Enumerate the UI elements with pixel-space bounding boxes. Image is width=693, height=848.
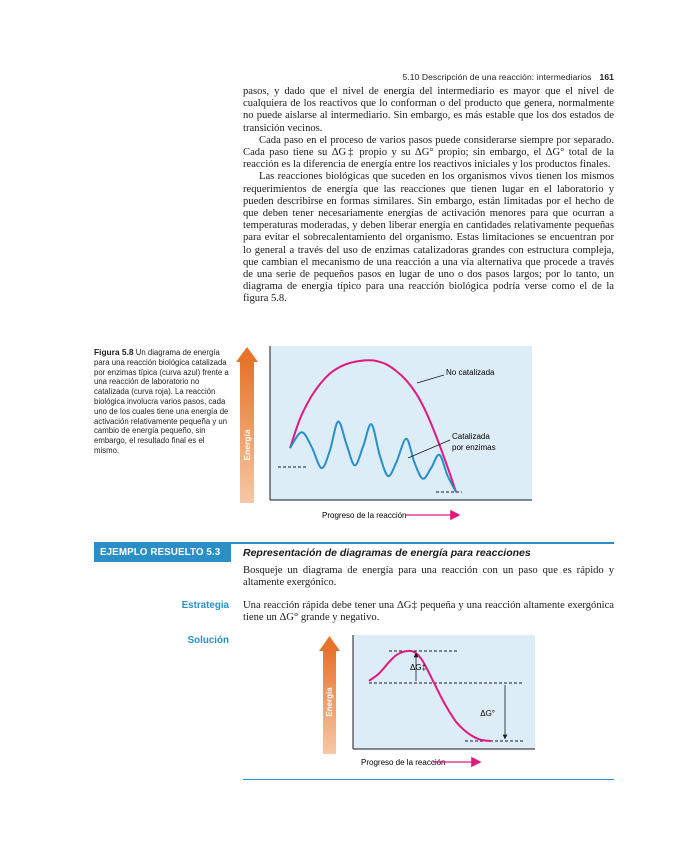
figure-label: Figura 5.8 xyxy=(94,347,134,357)
energy-axis-arrowhead xyxy=(319,636,340,651)
solution-label: Solución xyxy=(187,635,229,646)
worked-example-tag: EJEMPLO RESUELTO 5.3 xyxy=(94,544,231,562)
energy-axis-label: Energía xyxy=(325,687,334,717)
worked-example-title: Representación de diagramas de energía para reacciones xyxy=(243,547,531,559)
worked-example-prompt: Bosqueje un diagrama de energía para una reacción con un paso que es rápido y altamente exergónico. xyxy=(243,565,614,589)
paragraph-1: pasos, y dado que el nivel de energía del intermediario es mayor que el nivel de cualquiera de los reactivos que lo conforman o del producto que genera, normalmente no puede aislarse al intermediario. Sin embargo, es más estable que los dos estados de transición vecinos. xyxy=(243,86,614,134)
figure-caption-text: Un diagrama de energía para una reacción biológica catalizada por enzimas típica (curva azul) frente a una reacción de laboratorio no catalizada (curva roja). La reacción biológica involucra varios pasos, cada uno de los cuales tiene una energía de activación relativamente pequeña y un cambio de energía pequeño, sin embargo, el resultado final es el mismo. xyxy=(94,348,229,455)
plot-area xyxy=(353,635,535,749)
free-energy-label: ΔG° xyxy=(480,709,495,718)
x-axis-label: Progreso de la reacción xyxy=(322,511,407,520)
uncatalyzed-label: No catalizada xyxy=(446,368,495,377)
x-axis-label: Progreso de la reacción xyxy=(361,758,446,767)
body-text xyxy=(243,86,614,306)
energy-axis-label: Energía xyxy=(242,429,252,461)
worked-example-bar xyxy=(94,542,614,562)
section-title: 5.10 Descripción de una reacción: intermediarios xyxy=(402,72,592,82)
activation-energy-label: ΔG‡ xyxy=(410,663,427,672)
bottom-rule xyxy=(243,779,614,780)
catalyzed-label-line-2: por enzimas xyxy=(452,443,496,452)
energy-axis-arrowhead xyxy=(236,347,258,362)
strategy-label: Estrategia xyxy=(181,600,229,611)
energy-diagram-figure-5-8 xyxy=(236,345,536,525)
page-number: 161 xyxy=(599,72,614,82)
strategy-text: Una reacción rápida debe tener una ΔG‡ pequeña y una reacción altamente exergónica tiene un ΔG° grande y negativo. xyxy=(243,600,614,624)
paragraph-2: Cada paso en el proceso de varios pasos puede considerarse siempre por separado. Cada paso tiene su ΔG‡ propio y su ΔG° propio; sin embargo, el ΔG° total de la reacción es la diferencia de energía entre los reactivos iniciales y los productos finales. xyxy=(243,134,614,171)
figure-caption xyxy=(94,348,230,456)
energy-diagram-solution xyxy=(319,634,539,774)
running-header xyxy=(382,72,614,82)
catalyzed-label-line-1: Catalizada xyxy=(452,432,490,441)
paragraph-3: Las reacciones biológicas que suceden en los organismos vivos tienen los mismos requerimientos de energía que las reacciones que tienen lugar en el laboratorio y pueden describirse en formas similares. Sin embargo, están limitadas por el hecho de que deben tener necesariamente energías de activación menores para que ocurran a temperaturas moderadas, y deben liberar energía en cantidades relativamente pequeñas para evitar el sobrecalentamiento del organismo. Estas limitaciones se encuentran por lo general a través del uso de enzimas catalizadoras grandes con estructura compleja, que cambian el mecanismo de una reacción a una vía alternativa que procede a través de una serie de pequeños pasos en lugar de uno o dos pasos largos; por lo tanto, un diagrama de energía típico para una reacción biológica podría verse como el de la figura 5.8. xyxy=(243,171,614,305)
